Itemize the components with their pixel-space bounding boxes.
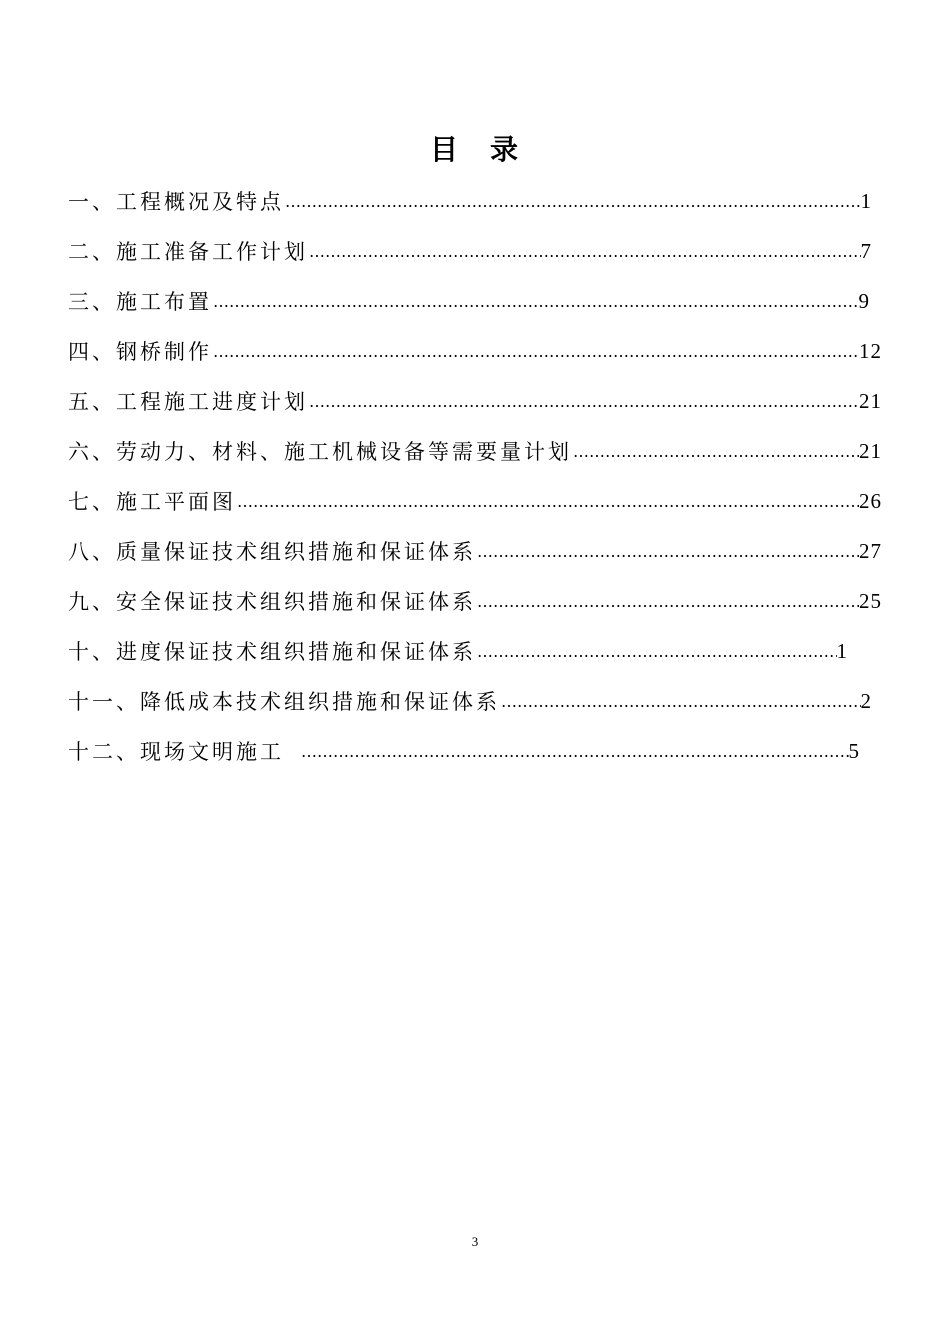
toc-leader-dots [500, 692, 861, 711]
toc-leader-dots [236, 492, 859, 511]
toc-title: 目 录 [429, 133, 520, 166]
toc-entry-page: 2 [860, 688, 872, 713]
toc-leader-dots [476, 642, 837, 661]
toc-entry[interactable] [68, 576, 882, 626]
toc-leader-dots [212, 292, 859, 311]
toc-entry[interactable] [68, 726, 860, 776]
toc-entry-label: 九、安全保证技术组织措施和保证体系 [68, 590, 476, 614]
toc-entry-page: 1 [860, 188, 872, 213]
toc-entry-label: 十、进度保证技术组织措施和保证体系 [68, 640, 476, 664]
toc-entry-label: 十二、现场文明施工 [68, 740, 284, 764]
toc-entry[interactable] [68, 676, 872, 726]
toc-entry[interactable] [68, 376, 882, 426]
toc-entry-label: 七、施工平面图 [68, 490, 236, 514]
toc-entry-label: 八、质量保证技术组织措施和保证体系 [68, 540, 476, 564]
toc-leader-dots [476, 592, 859, 611]
toc-entry-label: 一、工程概况及特点 [68, 190, 284, 214]
toc-entry-page: 7 [860, 238, 872, 263]
toc-entry-label: 三、施工布置 [68, 290, 212, 314]
toc-entry-label: 六、劳动力、材料、施工机械设备等需要量计划 [68, 440, 572, 464]
toc-entry-label: 十一、降低成本技术组织措施和保证体系 [68, 690, 500, 714]
toc-entry[interactable] [68, 276, 870, 326]
toc-entry[interactable] [68, 476, 882, 526]
toc-entry-label: 五、工程施工进度计划 [68, 390, 308, 414]
toc-leader-dots [284, 192, 861, 211]
toc-entry-page: 21 [859, 388, 882, 413]
toc-entry-page: 25 [859, 588, 882, 613]
toc-leader-dots [300, 742, 849, 761]
toc-entry-page: 26 [859, 488, 882, 513]
toc-entry-page: 21 [859, 438, 882, 463]
toc-entry[interactable] [68, 226, 872, 276]
toc-entry-page: 5 [848, 738, 860, 763]
toc-leader-dots [308, 242, 861, 261]
toc-entry[interactable] [68, 326, 882, 376]
toc-entry[interactable] [68, 626, 848, 676]
toc-entry-page: 1 [836, 638, 848, 663]
toc-entry-page: 12 [859, 338, 882, 363]
toc-entry[interactable] [68, 526, 882, 576]
footer-page-number: 3 [471, 1234, 479, 1249]
toc-leader-dots [308, 392, 859, 411]
toc-leader-dots [572, 442, 859, 461]
toc-leader-dots [476, 542, 859, 561]
toc-entry-page: 27 [859, 538, 882, 563]
toc-entry-label: 二、施工准备工作计划 [68, 240, 308, 264]
toc-entry-label: 四、钢桥制作 [68, 340, 212, 364]
toc-entry[interactable] [68, 176, 872, 226]
toc-entry[interactable] [68, 426, 882, 476]
toc-leader-dots [212, 342, 859, 361]
toc-entry-page: 9 [858, 288, 870, 313]
toc-list [68, 176, 888, 776]
